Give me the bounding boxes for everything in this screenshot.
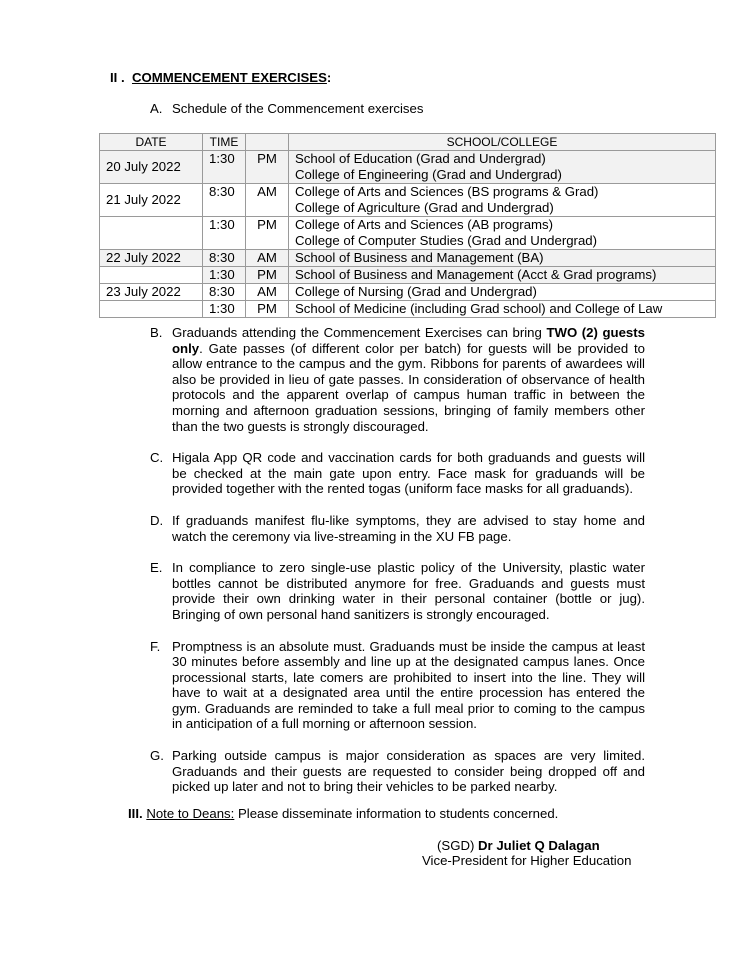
table-row [100, 217, 716, 250]
table-header-row [100, 134, 716, 151]
row-time: 1:30 [203, 217, 246, 250]
list-item [150, 513, 645, 544]
list-item [150, 639, 645, 733]
item-text-part: . Gate passes (of different color per batch) for guests will be provided to allow entrance to the campus and the gym. Ribbons for parents of awardees will also be provided in lieu of gate passes. In consideration of observance of health protocols and the apparent overlap of campus human traffic in between the morning and afternoon graduation sessions, bringing of family members other than the two guests is strongly discouraged. [172, 340, 645, 434]
row-school [289, 217, 716, 250]
school-line: College of Agriculture (Grad and Undergrad) [295, 200, 554, 215]
school-line: College of Computer Studies (Grad and Undergrad) [295, 233, 598, 248]
note-title: Note to Deans [146, 806, 231, 821]
schedule-table [99, 133, 716, 318]
item-label: D. [150, 512, 164, 528]
subsection-a-label: A. [150, 101, 163, 116]
row-time: 8:30 [203, 250, 246, 267]
row-date: 22 July 2022 [100, 250, 203, 267]
table-row [100, 301, 716, 318]
item-label: E. [150, 560, 163, 576]
row-date: 20 July 2022 [100, 151, 203, 184]
row-time: 1:30 [203, 267, 246, 284]
header-ampm [246, 134, 289, 151]
row-ampm: PM [246, 301, 289, 318]
instructions-list [150, 325, 645, 811]
note-to-deans [128, 806, 558, 821]
row-school: School of Business and Management (Acct & Grad programs) [289, 267, 716, 284]
section-heading [110, 70, 331, 85]
signature-name: Dr Juliet Q Dalagan [478, 838, 600, 853]
row-date [100, 217, 203, 250]
row-time: 1:30 [203, 151, 246, 184]
item-text: Higala App QR code and vaccination cards for both graduands and guests will be checked at the main gate upon entry. Face mask for graduands will be provided together with the rented togas (uniform face masks for all graduands). [172, 450, 645, 497]
note-text: Please disseminate information to students concerned. [234, 806, 559, 821]
table-row [100, 151, 716, 184]
item-text [172, 325, 645, 434]
row-date: 21 July 2022 [100, 184, 203, 217]
row-time: 8:30 [203, 184, 246, 217]
item-label: B. [150, 325, 163, 340]
item-label: G. [150, 748, 164, 764]
item-text: Promptness is an absolute must. Graduands must be inside the campus at least 30 minutes before assembly and line up at the designated campus lanes. Once processional starts, late comers are prohibited to insert into the line. They will have to wait at a designated area until the entire procession has entered the gym. Graduands are reminded to take a full meal prior to coming to the campus in anticipation of a full morning or afternoon session. [172, 638, 645, 732]
school-line: College of Arts and Sciences (AB programs) [295, 217, 554, 232]
school-line: School of Education (Grad and Undergrad) [295, 151, 546, 166]
item-text: If graduands manifest flu-like symptoms, they are advised to stay home and watch the ceremony via live-streaming in the XU FB page. [172, 512, 645, 544]
table-row [100, 250, 716, 267]
row-ampm: PM [246, 267, 289, 284]
row-ampm: PM [246, 151, 289, 184]
table-row [100, 284, 716, 301]
row-school [289, 184, 716, 217]
row-school: School of Medicine (including Grad school) and College of Law [289, 301, 716, 318]
item-text: In compliance to zero single-use plastic policy of the University, plastic water bottles cannot be distributed anymore for free. Graduands and guests must provide their own drinking water in their personal container (bottle or jug). Bringing of own personal hand sanitizers is strongly encouraged. [172, 560, 645, 622]
table-row [100, 267, 716, 284]
note-numeral: III. [128, 806, 143, 821]
header-time: TIME [203, 134, 246, 151]
item-text-part: Graduands attending the Commencement Exercises can bring [172, 325, 547, 340]
row-ampm: AM [246, 250, 289, 267]
row-ampm: AM [246, 284, 289, 301]
row-time: 1:30 [203, 301, 246, 318]
row-school [289, 151, 716, 184]
list-item [150, 325, 645, 434]
list-item [150, 748, 645, 795]
list-item [150, 450, 645, 497]
row-ampm: AM [246, 184, 289, 217]
note-colon: : [230, 806, 235, 821]
section-colon: : [326, 70, 332, 85]
item-label: C. [150, 450, 164, 466]
row-school: School of Business and Management (BA) [289, 250, 716, 267]
item-text: Parking outside campus is major consideration as spaces are very limited. Graduands and their guests are requested to consider being dropped off and picked up later and not to bring their vehicles to be parked nearby. [172, 748, 645, 795]
signature-position: Vice-President for Higher Education [422, 853, 632, 868]
row-date [100, 267, 203, 284]
item-label: F. [150, 638, 161, 654]
item-text-bold: TWO (2) guests only [172, 325, 645, 356]
signature-line [437, 838, 600, 853]
subsection-a-text: Schedule of the Commencement exercises [172, 101, 424, 116]
signature-prefix: (SGD) [437, 838, 479, 853]
section-title: COMMENCEMENT EXERCISES [131, 70, 327, 85]
header-school: SCHOOL/COLLEGE [289, 134, 716, 151]
row-date [100, 301, 203, 318]
header-date: DATE [100, 134, 203, 151]
row-time: 8:30 [203, 284, 246, 301]
school-line: College of Arts and Sciences (BS programs & Grad) [295, 184, 599, 199]
row-school: College of Nursing (Grad and Undergrad) [289, 284, 716, 301]
list-item [150, 560, 645, 622]
section-numeral: II . [110, 70, 125, 85]
row-date: 23 July 2022 [100, 284, 203, 301]
table-row [100, 184, 716, 217]
row-ampm: PM [246, 217, 289, 250]
school-line: College of Engineering (Grad and Undergrad) [295, 167, 562, 182]
subsection-a [150, 101, 423, 116]
